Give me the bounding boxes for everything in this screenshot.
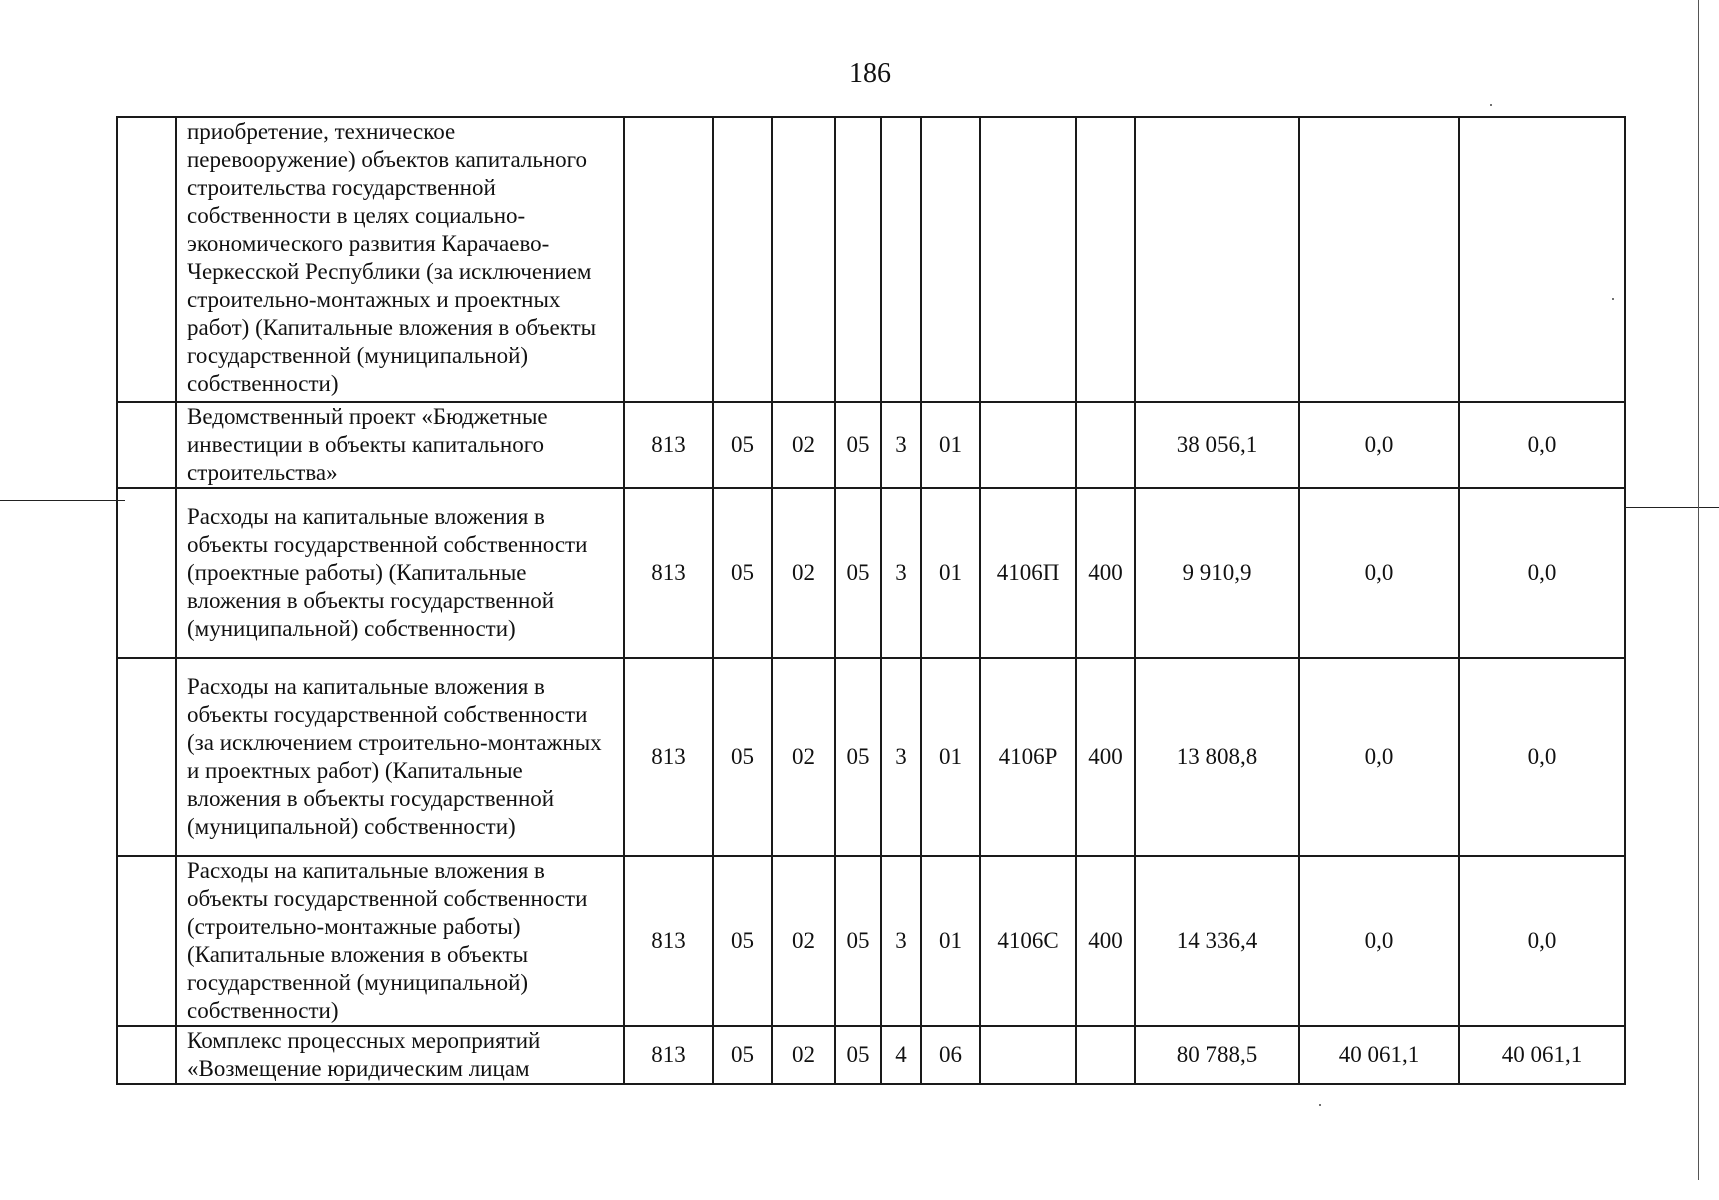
scan-fold-line-right	[1625, 507, 1719, 508]
description-cell: Расходы на капитальные вложения в объекты государственной собственности (проектные работы) (Капитальные вложения в объекты государственной (муниципальной) собственности)	[176, 488, 624, 658]
subprogram-code-cell: 3	[881, 658, 921, 856]
row-number-cell	[117, 488, 176, 658]
amount-year-1-cell	[1135, 117, 1299, 402]
amount-year-2-cell: 40 061,1	[1299, 1026, 1459, 1084]
amount-year-2-cell: 0,0	[1299, 856, 1459, 1026]
subprogram-code-cell: 4	[881, 1026, 921, 1084]
amount-year-3-cell	[1459, 117, 1625, 402]
amount-year-3-cell: 0,0	[1459, 856, 1625, 1026]
section-code-cell: 05	[713, 1026, 772, 1084]
row-number-cell	[117, 1026, 176, 1084]
project-code-cell: 01	[921, 658, 980, 856]
direction-code-cell	[980, 1026, 1076, 1084]
row-number-cell	[117, 658, 176, 856]
amount-year-1-cell: 13 808,8	[1135, 658, 1299, 856]
row-number-cell	[117, 402, 176, 488]
subsection-code-cell: 02	[772, 856, 835, 1026]
scan-speck	[1612, 298, 1614, 300]
table-row	[117, 1026, 1625, 1084]
scan-page-edge	[1698, 0, 1699, 1180]
scan-speck	[1490, 104, 1492, 106]
amount-year-3-cell: 40 061,1	[1459, 1026, 1625, 1084]
subsection-code-cell: 02	[772, 488, 835, 658]
direction-code-cell: 4106С	[980, 856, 1076, 1026]
amount-year-2-cell: 0,0	[1299, 488, 1459, 658]
program-code-cell: 05	[835, 658, 881, 856]
description-cell: Расходы на капитальные вложения в объекты государственной собственности (строительно-монтажные работы) (Капитальные вложения в объекты государственной (муниципальной) собственности)	[176, 856, 624, 1026]
description-cell: Комплекс процессных мероприятий «Возмещение юридическим лицам	[176, 1026, 624, 1084]
table-row	[117, 488, 1625, 658]
description-cell: Расходы на капитальные вложения в объекты государственной собственности (за исключением строительно-монтажных и проектных работ) (Капитальные вложения в объекты государственной (муниципальной) собственности)	[176, 658, 624, 856]
program-code-cell	[835, 117, 881, 402]
project-code-cell: 06	[921, 1026, 980, 1084]
expense-type-cell	[1076, 402, 1135, 488]
direction-code-cell: 4106Р	[980, 658, 1076, 856]
table-row	[117, 117, 1625, 402]
amount-year-3-cell: 0,0	[1459, 402, 1625, 488]
section-code-cell: 05	[713, 658, 772, 856]
project-code-cell: 01	[921, 488, 980, 658]
amount-year-1-cell: 38 056,1	[1135, 402, 1299, 488]
amount-year-2-cell: 0,0	[1299, 402, 1459, 488]
subsection-code-cell: 02	[772, 402, 835, 488]
admin-code-cell: 813	[624, 658, 713, 856]
expense-type-cell: 400	[1076, 856, 1135, 1026]
direction-code-cell: 4106П	[980, 488, 1076, 658]
program-code-cell: 05	[835, 1026, 881, 1084]
table-row	[117, 856, 1625, 1026]
amount-year-2-cell: 0,0	[1299, 658, 1459, 856]
amount-year-1-cell: 80 788,5	[1135, 1026, 1299, 1084]
table-row	[117, 658, 1625, 856]
project-code-cell: 01	[921, 402, 980, 488]
section-code-cell	[713, 117, 772, 402]
section-code-cell: 05	[713, 856, 772, 1026]
page-number: 186	[849, 58, 891, 89]
row-number-cell	[117, 117, 176, 402]
subprogram-code-cell: 3	[881, 856, 921, 1026]
direction-code-cell	[980, 117, 1076, 402]
program-code-cell: 05	[835, 402, 881, 488]
row-number-cell	[117, 856, 176, 1026]
subsection-code-cell: 02	[772, 658, 835, 856]
section-code-cell: 05	[713, 402, 772, 488]
description-cell: приобретение, техническое перевооружение) объектов капитального строительства государственной собственности в целях социально-экономического развития Карачаево-Черкесской Республики (за исключением строительно-монтажных и проектных работ) (Капитальные вложения в объекты государственной (муниципальной) собственности)	[176, 117, 624, 402]
project-code-cell: 01	[921, 856, 980, 1026]
expense-type-cell	[1076, 117, 1135, 402]
admin-code-cell	[624, 117, 713, 402]
scan-speck	[1319, 1104, 1321, 1106]
direction-code-cell	[980, 402, 1076, 488]
table-row	[117, 402, 1625, 488]
subprogram-code-cell: 3	[881, 488, 921, 658]
amount-year-2-cell	[1299, 117, 1459, 402]
subprogram-code-cell	[881, 117, 921, 402]
program-code-cell: 05	[835, 856, 881, 1026]
amount-year-3-cell: 0,0	[1459, 488, 1625, 658]
section-code-cell: 05	[713, 488, 772, 658]
subsection-code-cell: 02	[772, 1026, 835, 1084]
admin-code-cell: 813	[624, 856, 713, 1026]
expense-type-cell	[1076, 1026, 1135, 1084]
admin-code-cell: 813	[624, 1026, 713, 1084]
admin-code-cell: 813	[624, 402, 713, 488]
expense-type-cell: 400	[1076, 658, 1135, 856]
description-cell: Ведомственный проект «Бюджетные инвестиции в объекты капитального строительства»	[176, 402, 624, 488]
subprogram-code-cell: 3	[881, 402, 921, 488]
project-code-cell	[921, 117, 980, 402]
expense-type-cell: 400	[1076, 488, 1135, 658]
amount-year-1-cell: 9 910,9	[1135, 488, 1299, 658]
amount-year-3-cell: 0,0	[1459, 658, 1625, 856]
budget-table	[116, 116, 1626, 1085]
scan-fold-line-left	[0, 500, 125, 501]
subsection-code-cell	[772, 117, 835, 402]
admin-code-cell: 813	[624, 488, 713, 658]
amount-year-1-cell: 14 336,4	[1135, 856, 1299, 1026]
program-code-cell: 05	[835, 488, 881, 658]
